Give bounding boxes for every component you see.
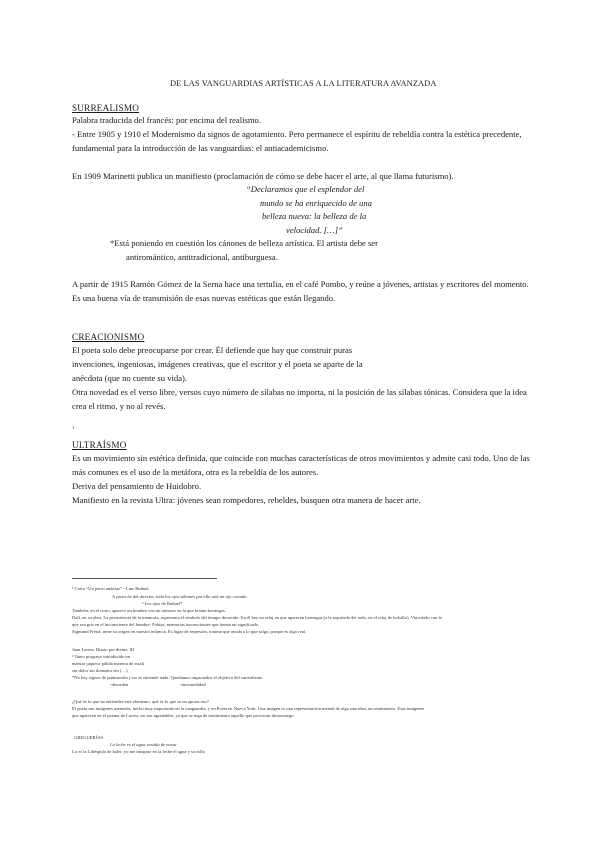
footnote-poem-line: *No hay signos de puntuación y no se entiende nada. Quedamos impactados el objetivo del surrealismo. [72, 675, 264, 680]
footnote-marker: 1 [72, 425, 75, 430]
futurism-quote-line: mundo se ha enriquecido de una [260, 198, 372, 208]
ultraismo-line: Es un movimiento sin estética definida, que coincide con muchas características de otros movimientos y admite casi todo. Uno de las [72, 453, 530, 463]
creacionismo-line: invenciones, ingeniosas, imágenes creativas, que el escritor y el poeta se aparte de la [72, 359, 363, 369]
note-line: *Está poniendo en cuestión los cánones de belleza artística. El artista debe ser [110, 238, 378, 248]
footnote-line: Sigmund Freud, tiene su origen en nuestra infancia. Es lugar de represión, trauma que ayuda a lo que salga, porque es algo real. [72, 629, 307, 634]
futurism-quote-line: belleza nueva: la belleza de la [262, 211, 367, 221]
footnote-poem-line: nuestra jaqueca pálida materia de estali [72, 661, 145, 666]
section-heading-creacionismo: CREACIONISMO [72, 332, 145, 342]
ultraismo-line: Deriva del pensamiento de Huidobro. [72, 481, 202, 491]
greguerias-line: Lo es la Libéspula de balet: yo me imagino en la leche el agua y su infla [72, 749, 205, 754]
creacionismo-line: El poeta solo debe preocuparse por crear. Él defiende que hay que construir puras [72, 345, 353, 355]
footnote-line: También, en el corto, aparece un hombre con un armario en la que brotan hormigas. [72, 608, 226, 613]
marinetti-paragraph: En 1909 Marinetti publica un manifiesto (proclamación de cómo se debe hacer el arte, al que llama futurismo). [72, 171, 454, 181]
creacionismo-line: anécdota (que no cuente su vida). [72, 373, 188, 383]
footnote-analysis-line: El poeta usa imágenes mentales, hecho muy importante en la vanguardia, y en Poeta en Nueva York. Una imagen es una representación mental de algo una idea, un sentimiento. Esas imágenes [72, 706, 425, 711]
footnote-separator [72, 578, 217, 579]
ultraismo-line: Manifiesto en la revista Ultra: jóvenes sean rompedores, rebeldes, busquen otra manera de hacer arte. [72, 495, 421, 505]
footnote-line: ² Los ojos de Buñuel* [142, 601, 183, 606]
surrealismo-line: Palabra traducida del francés: por encima del realismo. [72, 115, 261, 125]
greguerias-heading: GREGUERÍAS [74, 735, 104, 740]
footnote-poem-line: sin dolor sin domador sin (…) [72, 668, 128, 673]
footnote-line: que sea gris en el inconsciente del hombre: Fobias, memorias inconscientes que tienen un significado. [72, 622, 260, 627]
footnote-poem-line: ² Tanto progreso introducido en [72, 654, 130, 659]
futurism-quote-line: “Declaramos que el esplendor del [246, 184, 365, 194]
creacionismo-line: crea el ritmo, y no al revés. [72, 401, 166, 411]
futurism-quote-line: velocidad. […]” [286, 225, 343, 235]
footnote-poem-line: -desorden [110, 682, 129, 687]
creacionismo-line: Otra novedad es el verso libre, versos cuyo número de sílabas no importa, ni la posición de las sílabas tónicas. Considera que la idea [72, 387, 527, 397]
gomez-paragraph-line: A partir de 1915 Ramón Gómez de la Serna hace una tertulia, en el café Pombo, y reúne a jóvenes, artistas y escritores del momento. [72, 279, 529, 289]
footnote-line: A partir de del director, toda los ojos saltones por ello sale un ojo cortado. [112, 594, 248, 599]
greguerias-quote: La leche es el agua vestida de novia [110, 742, 177, 747]
footnote-poem-line: -incomodidad [180, 682, 206, 687]
section-heading-ultraismo: ULTRAÍSMO [72, 440, 127, 450]
footnote-poem-line: Juan Larrea, Diario por diente, III [72, 647, 135, 652]
footnote-analysis-line: ¿Qué es lo que no entiendes este elemento, qué es lo que se no aporta eso? [72, 699, 209, 704]
note-line: antiromántico, antitradicional, antiburguesa. [126, 252, 278, 262]
footnote-line: Dalí, en su obra, La persistencia de la memoria, representa el símbolo del tiempo derretido. En él hay un reloj en que aparecen hormigas (a la izquierda del todo, en el reloj de bolsillo). Vinculado con lo [72, 615, 443, 620]
section-heading-surrealismo: SURREALISMO [72, 103, 140, 113]
surrealismo-line: - Entre 1905 y 1910 el Modernismo da signos de agotamiento. Pero permanece el espíritu de rebeldía contra la estética precedente, [72, 129, 522, 139]
document-title: DE LAS VANGUARDIAS ARTÍSTICAS A LA LITERATURA AVANZADA [170, 79, 437, 88]
surrealismo-line: fundamental para la introducción de las vanguardias: el antiacademicismo. [72, 143, 329, 153]
gomez-paragraph-line: Es una buena vía de transmisión de esas nuevas estéticas que están llegando. [72, 293, 336, 303]
footnote-analysis-line: que aparecen en el poema de Larrea, no son agradables, ya que se inga de sentimiento aquello que provocan desasosiego. [72, 713, 295, 718]
footnote-line: ¹ Corto “Un perro andaluz” - Luis Buñuel. [72, 586, 150, 591]
ultraismo-line: más comunes es el uso de la metáfora, otra es la rebeldía de los autores. [72, 467, 319, 477]
